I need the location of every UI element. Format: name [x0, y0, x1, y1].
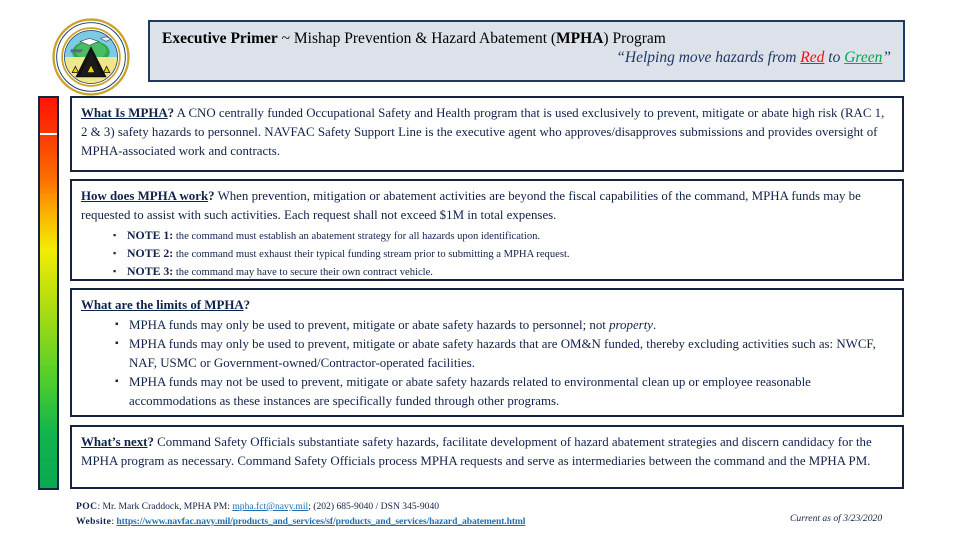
- page-title-bold: Executive Primer: [162, 30, 278, 47]
- subtitle-close: ”: [882, 49, 891, 66]
- poc-email-link[interactable]: mpha.fct@navy.mil: [232, 501, 309, 512]
- whats-next-body: Command Safety Officials substantiate safety hazards, facilitate development of hazard abatement strategies and discern candidacy for the MPHA program as necessary. Command Safety Officials process MPHA requests and serve as intermediaries between the command and the MPHA PM.: [81, 435, 872, 468]
- website-separator: :: [111, 516, 117, 527]
- whats-next-heading: What’s next: [81, 435, 148, 449]
- rac-bar-divider: [40, 133, 57, 135]
- list-item: [81, 335, 893, 373]
- note-1-label: NOTE 1:: [127, 228, 174, 242]
- poc-phone: ; (202) 685-9040 / DSN 345-9040: [308, 501, 440, 512]
- list-item: [81, 316, 893, 335]
- page-title-rest-a: ~ Mishap Prevention & Hazard Abatement (: [277, 30, 557, 47]
- current-as-of-date: Current as of 3/23/2020: [790, 513, 883, 524]
- subtitle-word-red: Red: [800, 49, 825, 66]
- list-item: [81, 373, 893, 411]
- section-how-mpha-works: [70, 179, 904, 281]
- header-title-box: [148, 20, 905, 82]
- list-item: [81, 245, 893, 263]
- note-3-label: NOTE 3:: [127, 264, 174, 278]
- mpha-limits-list: [81, 316, 893, 411]
- subtitle-word-green: Green: [844, 49, 883, 66]
- section-mpha-limits: [70, 288, 904, 417]
- website-label: Website: [76, 516, 112, 527]
- poc-line: [76, 499, 776, 514]
- whats-next-paragraph: [81, 433, 893, 471]
- list-item: [81, 227, 893, 245]
- note-3-text: the command may have to secure their own contract vehicle.: [173, 267, 433, 278]
- limit-2-text: MPHA funds may only be used to prevent, mitigate or abate safety hazards that are OM&N funded, thereby excluding activities such as: NWCF, NAF, USMC or Government-owned/Contractor-operated facilities.: [129, 337, 876, 370]
- note-2-label: NOTE 2:: [127, 246, 174, 260]
- section-what-is-mpha: [70, 96, 904, 172]
- how-mpha-works-heading-q: ?: [208, 189, 215, 203]
- rac-risk-gradient-bar: [38, 96, 59, 490]
- footer: [76, 499, 776, 529]
- us-navy-safety-seal-logo: [52, 18, 130, 96]
- list-item: [81, 263, 893, 281]
- poc-label: POC: [76, 501, 98, 512]
- whats-next-heading-q: ?: [147, 435, 154, 449]
- website-line: [76, 514, 776, 529]
- note-1-text: the command must establish an abatement strategy for all hazards upon identification.: [173, 231, 541, 242]
- how-mpha-works-paragraph: [81, 187, 893, 225]
- section-whats-next: [70, 425, 904, 489]
- what-is-mpha-body: A CNO centrally funded Occupational Safety and Health program that is used exclusively to prevent, mitigate or abate high risk (RAC 1, 2 & 3) safety hazards to personnel. NAVFAC Safety Support Line is the executive agent who approves/disapproves submissions and provides oversight of MPHA-associated work and contracts.: [81, 106, 885, 158]
- limit-1-post: .: [653, 318, 657, 332]
- page-title: [162, 29, 893, 48]
- note-2-text: the command must exhaust their typical funding stream prior to submitting a MPHA request.: [173, 249, 570, 260]
- mpha-limits-heading-q: ?: [243, 298, 251, 312]
- mpha-limits-heading: What are the limits of MPHA: [81, 298, 244, 312]
- limit-1-text: MPHA funds may only be used to prevent, mitigate or abate safety hazards to personnel;: [129, 318, 590, 332]
- limit-3-text: MPHA funds may not be used to prevent, mitigate or abate safety hazards related to environmental clean up or employee reasonable accommodations as these instances are specifically funded through other programs.: [129, 375, 811, 408]
- what-is-mpha-heading-q: ?: [167, 106, 175, 120]
- what-is-mpha-heading: What Is MPHA: [81, 106, 168, 120]
- page-subtitle: [162, 48, 893, 68]
- limit-1-emphasis: property: [609, 318, 653, 332]
- subtitle-open: “Helping move hazards from: [616, 49, 801, 66]
- poc-text: : Mr. Mark Craddock, MPHA PM:: [97, 501, 233, 512]
- page-title-rest-b: ) Program: [603, 30, 666, 47]
- how-mpha-works-body: When prevention, mitigation or abatement activities are beyond the fiscal capabilities of the command, MPHA funds may be requested to assist with such activities. Each request shall not exceed $1M in total expenses.: [81, 189, 861, 222]
- limit-1-emphasis-pre: not: [589, 318, 610, 332]
- how-mpha-works-heading: How does MPHA work: [81, 189, 209, 203]
- mpha-notes-list: [81, 227, 893, 281]
- page-title-bold-acronym: MPHA: [556, 30, 604, 47]
- website-url-link[interactable]: https://www.navfac.navy.mil/products_and_services/sf/products_and_services/hazard_abatement.html: [116, 516, 526, 527]
- mpha-limits-heading-line: [81, 296, 893, 315]
- what-is-mpha-paragraph: [81, 104, 893, 161]
- subtitle-mid: to: [824, 49, 845, 66]
